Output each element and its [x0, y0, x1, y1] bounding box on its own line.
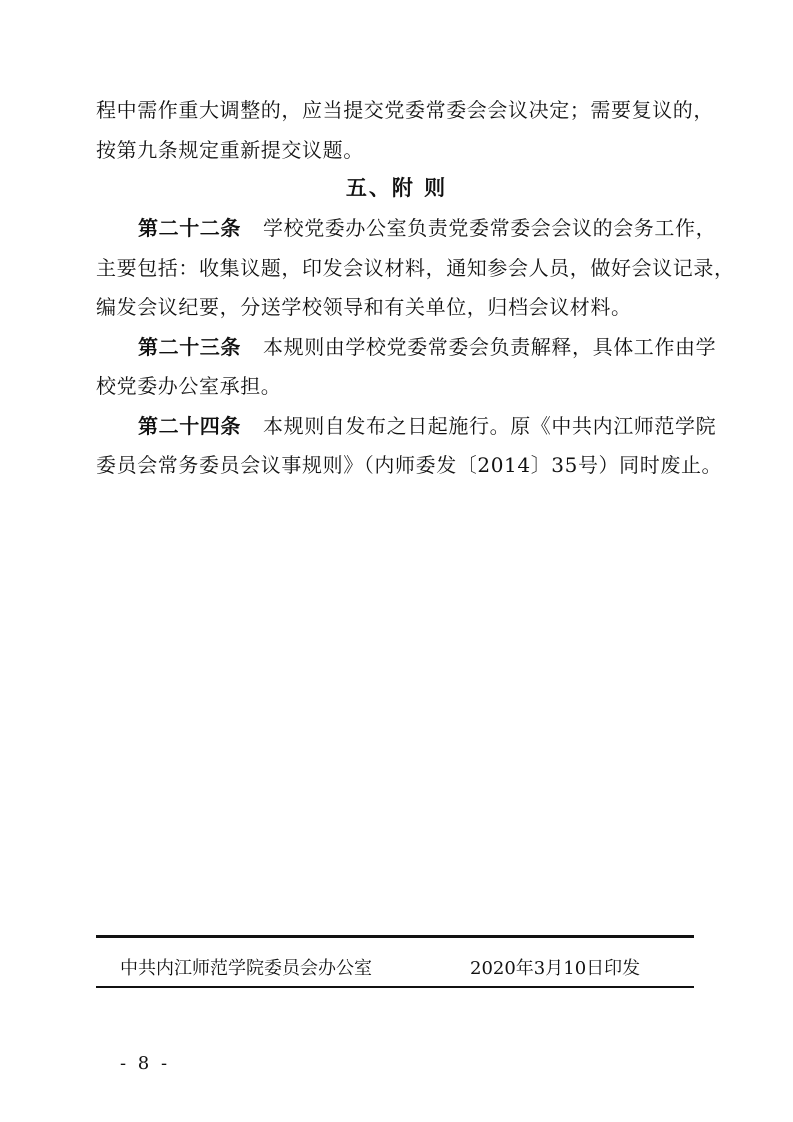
- article-23-line-1: [138, 333, 726, 361]
- footer-bottom-rule: [96, 986, 694, 988]
- article-24-line-1: [138, 412, 726, 440]
- article-23-label: 第二十三条: [138, 335, 241, 359]
- article-24-line-2: 委员会常务委员会议事规则》（内师委发〔2014〕35号）同时废止。: [96, 453, 723, 477]
- article-24-label: 第二十四条: [138, 414, 241, 438]
- article-22-line-2: 主要包括：收集议题，印发会议材料，通知参会人员，做好会议记录，: [96, 256, 735, 280]
- paragraph-line: 按第九条规定重新提交议题。: [96, 138, 364, 162]
- article-23-text: 本规则由学校党委常委会负责解释，具体工作由学: [263, 335, 717, 359]
- article-22-label: 第二十二条: [138, 216, 241, 240]
- paragraph-line: 程中需作重大调整的，应当提交党委常委会会议决定；需要复议的，: [96, 98, 714, 122]
- article-23-line-2: 校党委办公室承担。: [96, 374, 282, 398]
- article-22-text: 学校党委办公室负责党委常委会会议的会务工作，: [263, 216, 717, 240]
- section-heading: 五、附 则: [345, 175, 448, 200]
- footer-top-rule: [96, 935, 694, 938]
- page-number: - 8 -: [120, 1053, 171, 1074]
- article-22-line-3: 编发会议纪要，分送学校领导和有关单位，归档会议材料。: [96, 295, 632, 319]
- footer-issuer: 中共内江师范学院委员会办公室: [120, 958, 372, 979]
- footer-issue-date: 2020年3月10日印发: [470, 958, 641, 979]
- article-24-text: 本规则自发布之日起施行。原《中共内江师范学院: [263, 414, 717, 438]
- article-22-line-1: [138, 214, 726, 242]
